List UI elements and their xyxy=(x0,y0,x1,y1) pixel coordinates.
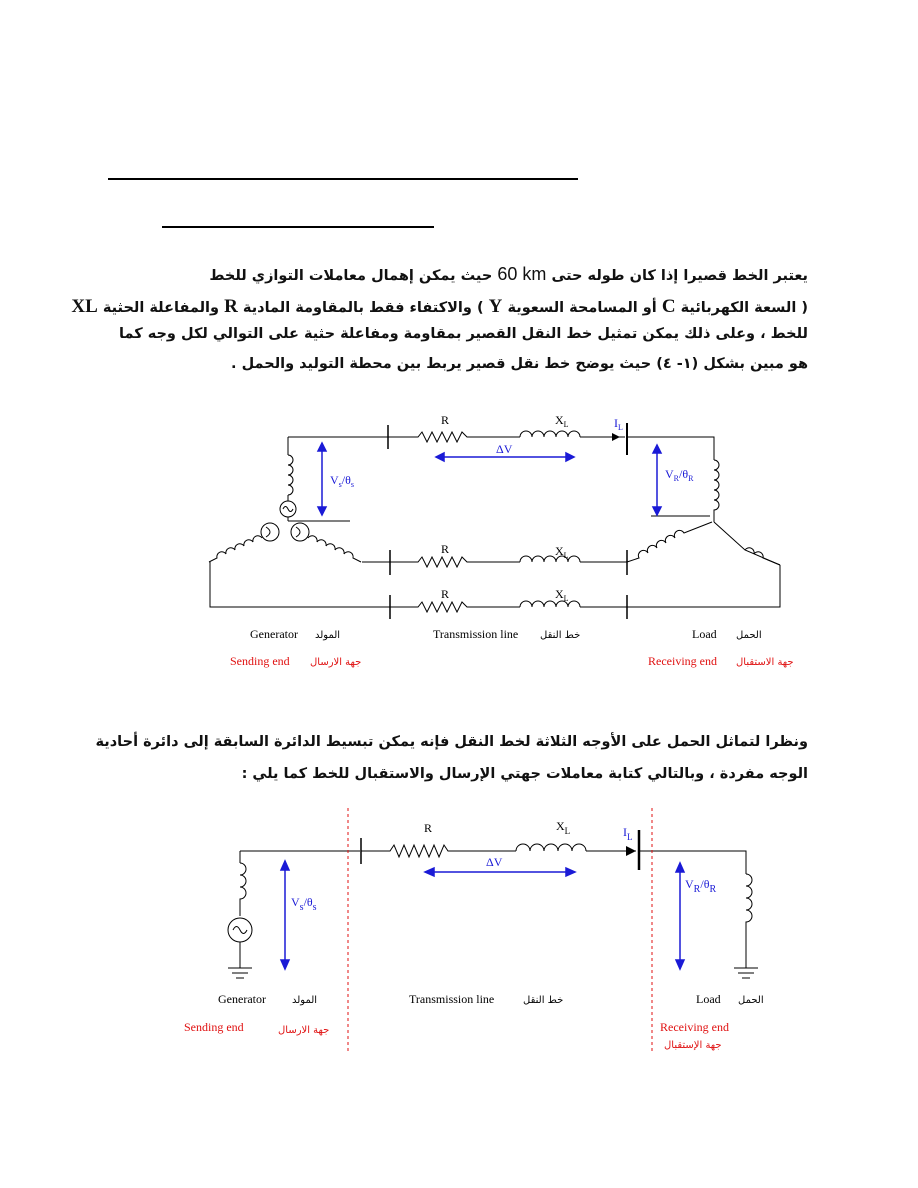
p1-line2-Y: Y xyxy=(488,296,503,317)
fig2-x-label: $X_L$ xyxy=(556,819,571,836)
fig2-transmission-ar-label: خط النقل xyxy=(523,995,564,1006)
fig1-vs-label: $V_s/\theta_s$ xyxy=(330,473,355,489)
fig1-x-label-1: $X_L$ xyxy=(555,413,569,429)
fig2-sending-label: Sending end xyxy=(184,1020,244,1034)
figure-1-three-phase-diagram xyxy=(200,405,820,675)
fig2-vr-label: $V_R/\theta_R$ xyxy=(685,877,717,895)
paragraph-1 xyxy=(71,264,808,386)
paragraph-2 xyxy=(95,734,808,796)
p1-line4: هو مبين بشكل (١- ٤) حيث يوضح خط نقل قصير يربط بين محطة التوليد والحمل . xyxy=(231,356,808,372)
p1-line2-XL: XL xyxy=(71,296,98,317)
p1-line2-t4: والمفاعلة الحثية xyxy=(102,300,220,316)
p1-line1-pre: يعتبر الخط قصيرا إذا كان طوله حتى xyxy=(551,268,808,284)
fig2-load-label: Load xyxy=(696,992,721,1006)
p1-line2-t3: ) والاكتفاء فقط بالمقاومة المادية xyxy=(242,300,484,316)
p2-line2: الوجه مفردة ، وبالتالي كتابة معاملات جهتي الإرسال والاستقبال للخط كما يلي : xyxy=(241,766,808,782)
fig1-generator-label: Generator xyxy=(250,627,298,641)
figure-2-single-phase-diagram xyxy=(178,808,793,1058)
fig1-receiving-label: Receiving end xyxy=(648,654,717,668)
fig1-load-ar-label: الحمل xyxy=(736,630,762,641)
fig2-sending-ar-label: جهة الارسال xyxy=(278,1025,330,1036)
p1-line2-R: R xyxy=(224,296,238,317)
fig2-receiving-label: Receiving end xyxy=(660,1020,729,1034)
fig1-sending-label: Sending end xyxy=(230,654,290,668)
fig1-receiving-ar-label: جهة الاستقبال xyxy=(736,657,794,668)
fig1-r-label-2: R xyxy=(441,542,450,556)
p1-line1-post: حيث يمكن إهمال معاملات التوازي للخط xyxy=(209,268,493,284)
fig1-x-label-3: $X_L$ xyxy=(555,587,569,603)
fig1-generator-ar-label: المولد xyxy=(315,630,341,641)
fig1-sending-ar-label: جهة الارسال xyxy=(310,657,362,668)
fig1-delta-v-label: ΔV xyxy=(496,442,513,456)
heading-rule-2 xyxy=(162,226,434,228)
p1-line2-C: C xyxy=(661,296,676,317)
p2-line1: ونظرا لتماثل الحمل على الأوجه الثلاثة لخط النقل فإنه يمكن تبسيط الدائرة السابقة إلى دائرة أحادية xyxy=(95,734,808,750)
fig1-transmission-label: Transmission line xyxy=(433,627,519,641)
fig2-load-ar-label: الحمل xyxy=(738,995,764,1006)
fig2-transmission-label: Transmission line xyxy=(409,992,495,1006)
fig2-delta-v-label: ΔV xyxy=(486,855,503,869)
fig1-r-label-3: R xyxy=(441,587,450,601)
fig2-generator-label: Generator xyxy=(218,992,266,1006)
fig1-transmission-ar-label: خط النقل xyxy=(540,630,581,641)
fig2-vs-label: $V_s/\theta_s$ xyxy=(291,895,317,913)
p1-line3: للخط ، وعلى ذلك يمكن تمثيل خط النقل القصير بمقاومة ومفاعلة حثية على التوالي لكل وجه كما xyxy=(119,326,808,342)
p1-line2-t2: أو المسامحة السعوية xyxy=(507,300,657,316)
fig2-current-label: $I_L$ xyxy=(623,825,633,842)
fig2-generator-ar-label: المولد xyxy=(292,995,318,1006)
fig1-load-label: Load xyxy=(692,627,717,641)
fig1-vr-label: $V_R/\theta_R$ xyxy=(665,467,694,483)
p1-line1-value: 60 km xyxy=(497,264,547,284)
fig2-receiving-ar-label: جهة الإستقبال xyxy=(664,1040,722,1051)
fig1-current-label: $I_L$ xyxy=(614,416,623,432)
fig1-r-label-1: R xyxy=(441,413,450,427)
fig2-r-label: R xyxy=(424,821,433,835)
heading-rule-1 xyxy=(108,178,578,180)
p1-line2-t1: ( السعة الكهربائية xyxy=(680,300,808,316)
fig1-x-label-2: $X_L$ xyxy=(555,544,569,560)
